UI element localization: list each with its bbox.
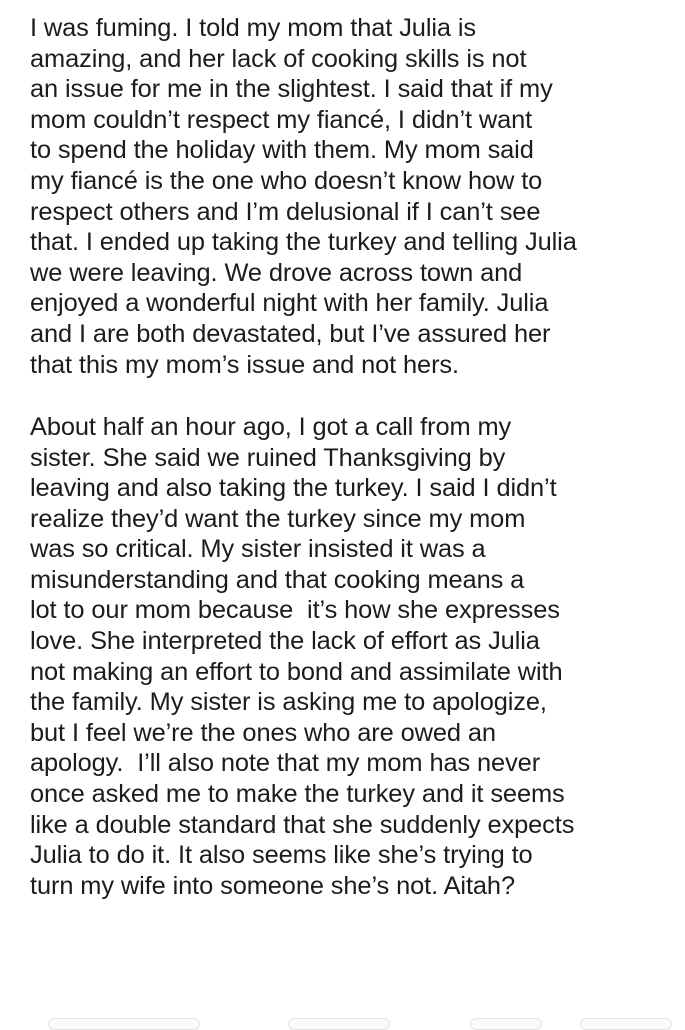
text-line: I was fuming. I told my mom that Julia is (30, 14, 477, 42)
comment-pill[interactable] (288, 1018, 390, 1030)
text-line: amazing, and her lack of cooking skills is not (30, 44, 527, 73)
text-line: that this my mom’s issue and not hers. (30, 350, 459, 379)
text-line: leaving and also taking the turkey. I said I didn’t (30, 474, 557, 503)
text-line: mom couldn’t respect my fiancé, I didn’t want (30, 105, 533, 134)
action-bar-edge (0, 1018, 685, 1024)
text-line: once asked me to make the turkey and it seems (30, 780, 565, 809)
text-line: that. I ended up taking the turkey and telling Julia (30, 228, 577, 257)
text-line: my fiancé is the one who doesn’t know how to (30, 166, 543, 195)
text-line: but I feel we’re the ones who are owed an (30, 718, 496, 747)
text-line: we were leaving. We drove across town and (30, 258, 523, 287)
text-line: sister. She said we ruined Thanksgiving by (30, 443, 506, 472)
text-line: Julia to do it. It also seems like she’s trying to (30, 841, 533, 870)
text-line: the family. My sister is asking me to apologize, (30, 688, 547, 717)
upvote-pill[interactable] (48, 1018, 200, 1030)
text-line: enjoyed a wonderful night with her family. Julia (30, 289, 549, 318)
text-line: not making an effort to bond and assimilate with (30, 657, 563, 686)
text-line: About half an hour ago, I got a call from my (30, 412, 512, 441)
post-body (30, 13, 680, 901)
text-line: like a double standard that she suddenly expects (30, 810, 575, 839)
text-line: realize they’d want the turkey since my mom (30, 504, 526, 533)
text-line: to spend the holiday with them. My mom said (30, 136, 534, 165)
text-line: apology. I’ll also note that my mom has never (30, 749, 541, 778)
text-line: an issue for me in the slightest. I said that if my (30, 75, 553, 104)
text-line: misunderstanding and that cooking means a (30, 565, 525, 594)
paragraph-gap (30, 380, 680, 412)
text-line: and I are both devastated, but I’ve assured her (30, 319, 551, 348)
paragraph-1 (30, 13, 680, 380)
paragraph-2 (30, 412, 680, 902)
text-line: was so critical. My sister insisted it was a (30, 535, 486, 564)
text-line: love. She interpreted the lack of effort as Julia (30, 627, 540, 656)
share-pill[interactable] (580, 1018, 672, 1030)
award-pill[interactable] (470, 1018, 542, 1030)
text-line: respect others and I’m delusional if I can’t see (30, 197, 541, 226)
text-line: lot to our mom because it’s how she expresses (30, 596, 560, 625)
text-line: turn my wife into someone she’s not. Aitah? (30, 871, 515, 900)
